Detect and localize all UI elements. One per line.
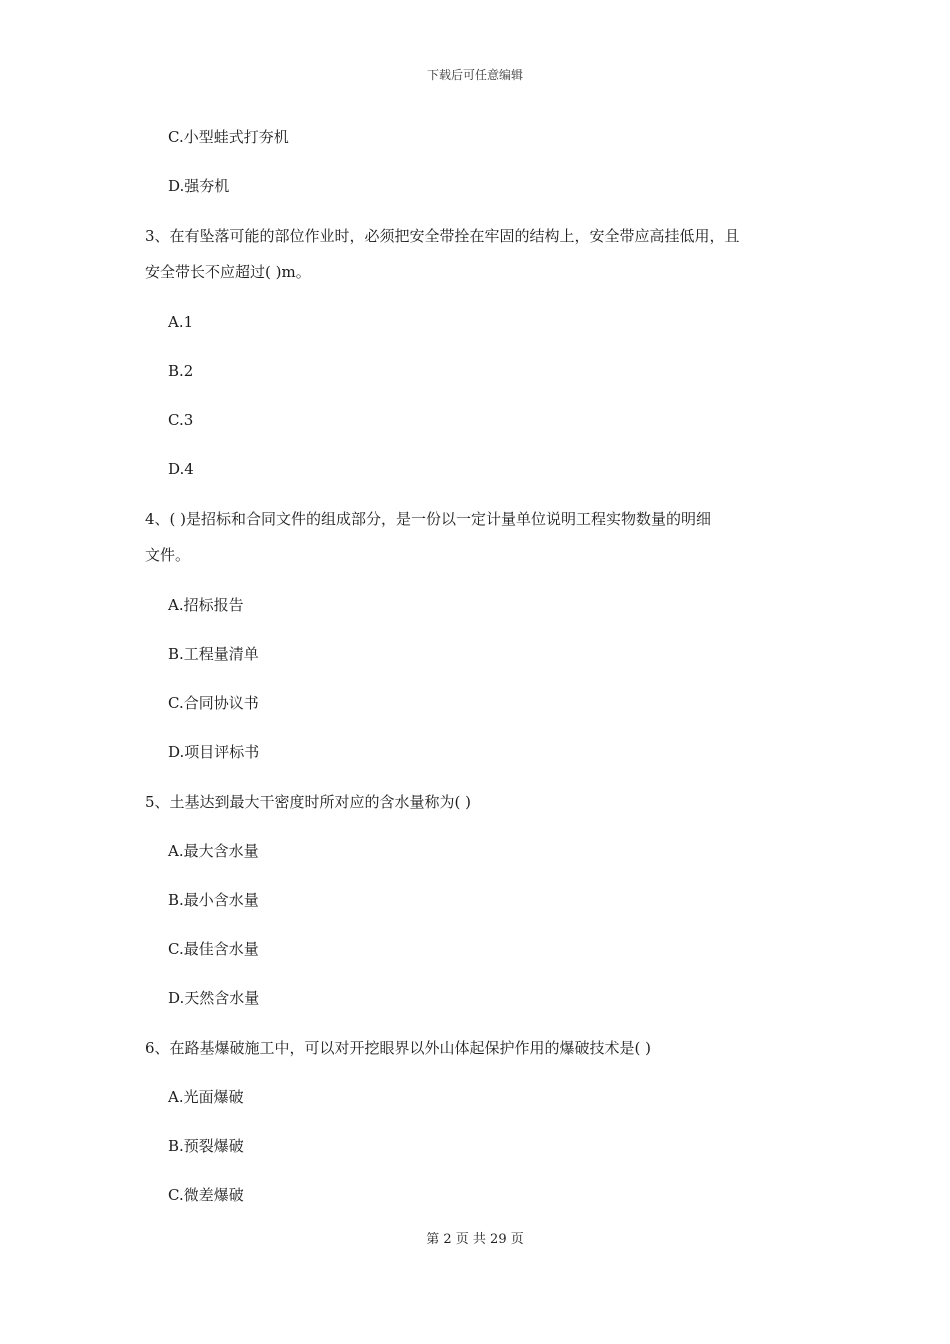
option-5d: D.天然含水量 [168,989,260,1007]
question-3-line-1: 3、在有坠落可能的部位作业时，必须把安全带拴在牢固的结构上，安全带应高挂低用，且 [145,227,740,245]
option-2d: D.强夯机 [168,177,230,195]
option-4b: B.工程量清单 [168,645,259,663]
option-5b: B.最小含水量 [168,891,259,909]
option-4c: C.合同协议书 [168,694,259,712]
option-3d: D.4 [168,460,194,478]
option-3c: C.3 [168,411,194,429]
question-5: 5、土基达到最大干密度时所对应的含水量称为( ) [145,793,472,811]
option-2c: C.小型蛙式打夯机 [168,128,289,146]
question-6: 6、在路基爆破施工中，可以对开挖眼界以外山体起保护作用的爆破技术是( ) [145,1039,652,1057]
option-6b: B.预裂爆破 [168,1137,244,1155]
question-4-line-2: 文件。 [145,546,191,564]
page-number: 第 2 页 共 29 页 [426,1232,524,1247]
header-note: 下载后可任意编辑 [426,68,523,82]
option-4a: A.招标报告 [168,596,244,614]
option-6a: A.光面爆破 [168,1088,244,1106]
option-5c: C.最佳含水量 [168,940,259,958]
option-6c: C.微差爆破 [168,1186,244,1204]
option-5a: A.最大含水量 [168,842,259,860]
question-3-line-2: 安全带长不应超过( )m。 [145,263,311,281]
option-3b: B.2 [168,362,194,380]
option-3a: A.1 [168,313,194,331]
option-4d: D.项目评标书 [168,743,260,761]
question-4-line-1: 4、( )是招标和合同文件的组成部分，是一份以一定计量单位说明工程实物数量的明细 [145,510,712,528]
